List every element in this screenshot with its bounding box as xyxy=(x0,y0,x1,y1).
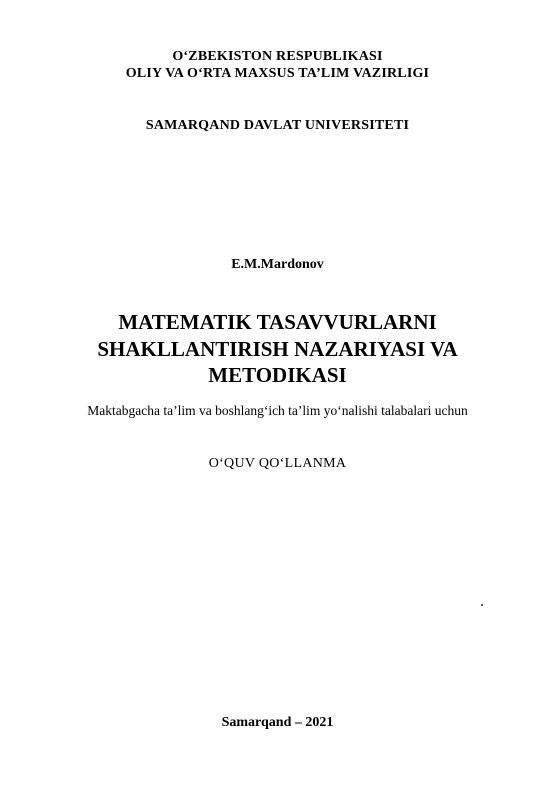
author-name: E.M.Mardonov xyxy=(231,257,324,272)
ministry-name-line: OLIY VA O‘RTA MAXSUS TA’LIM VAZIRLIGI xyxy=(125,66,430,81)
place-year-footer: Samarqand – 2021 xyxy=(221,715,334,730)
ministry-country-line: O‘ZBEKISTON RESPUBLIKASI xyxy=(172,49,383,64)
document-type: O‘QUV QO‘LLANMA xyxy=(208,456,347,471)
university-name: SAMARQAND DAVLAT UNIVERSITETI xyxy=(145,118,410,133)
book-title-line-3: METODIKASI xyxy=(208,363,347,387)
stray-dot-mark xyxy=(481,604,483,606)
book-title-line-1: MATEMATIK TASAVVURLARNI xyxy=(118,310,437,334)
book-title-line-2: SHAKLLANTIRISH NAZARIYASI VA xyxy=(97,337,458,361)
audience-subtitle: Maktabgacha ta’lim va boshlang‘ich ta’lim yo‘nalishi talabalari uchun xyxy=(87,403,468,418)
